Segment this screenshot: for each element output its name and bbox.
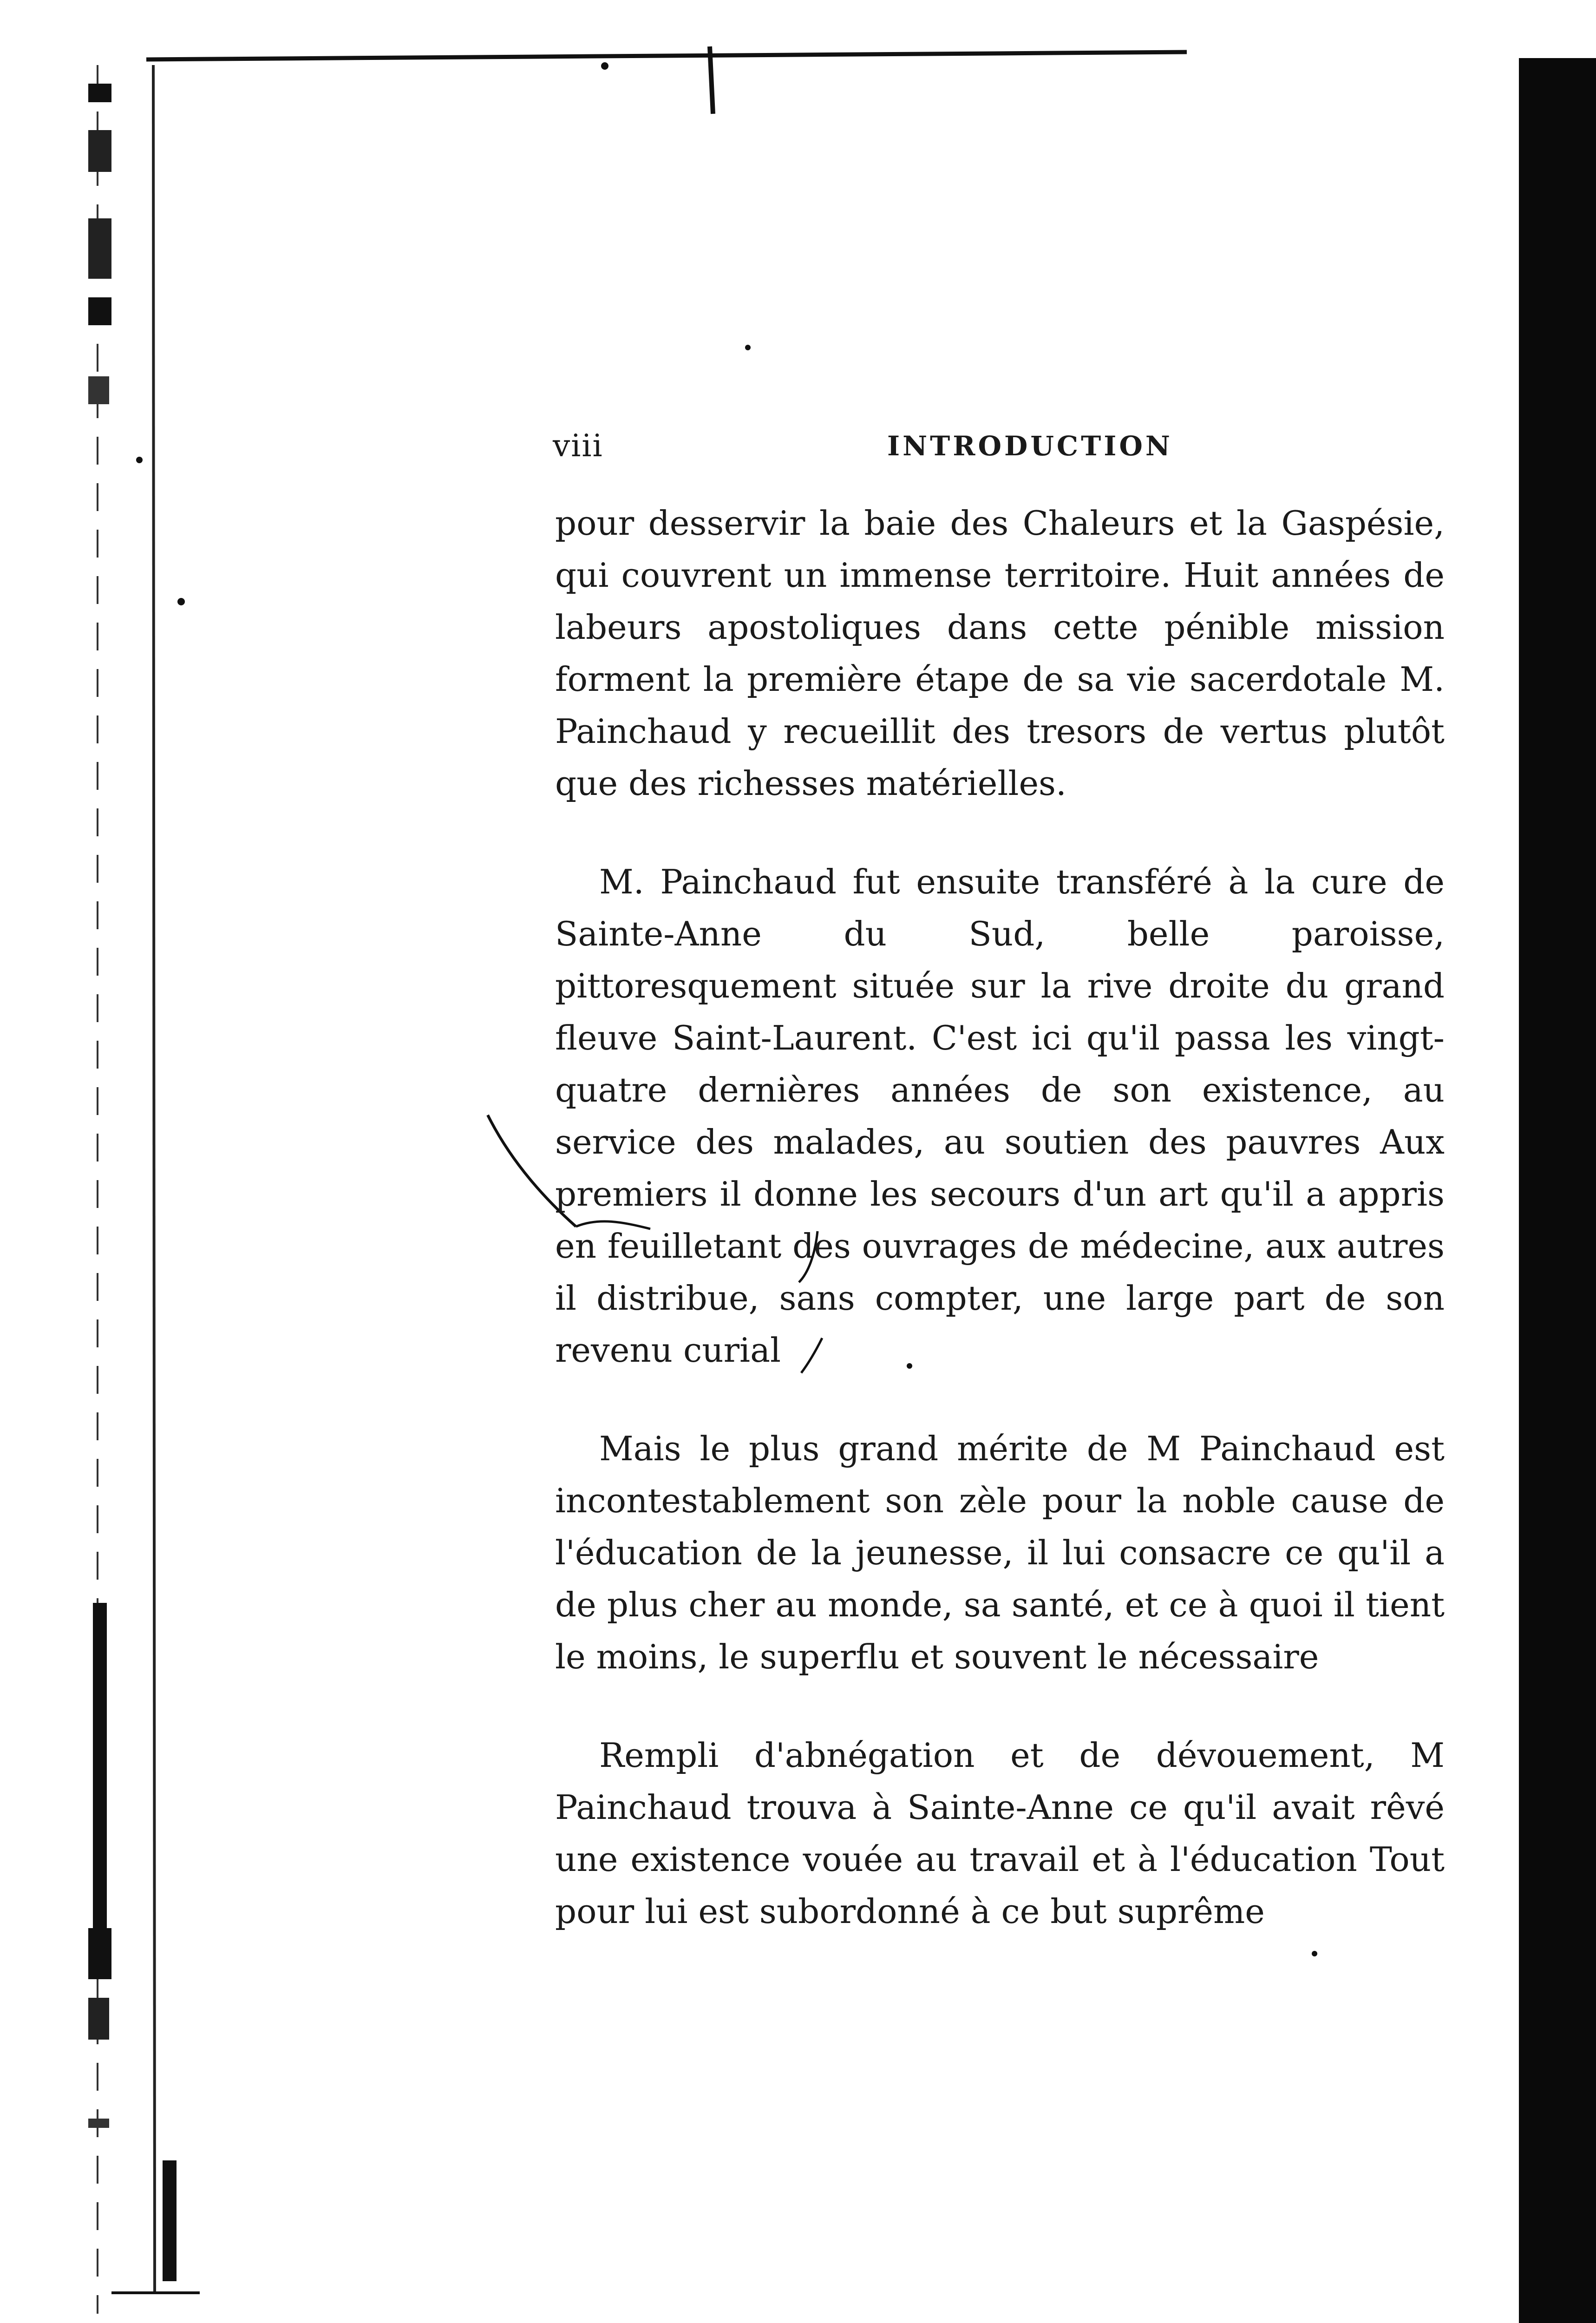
- binding-mark: [163, 2160, 177, 2281]
- paragraph-3: Mais le plus grand mérite de M Painchaud est incontestablement son zèle pour la noble cause de l'éducation de la jeunesse, il lui consacre ce qu'il a de plus cher au monde, sa santé, et ce à quoi il tient le moins, le superflu et souvent le nécessaire: [555, 1429, 1445, 1676]
- page-number: viii: [553, 428, 603, 464]
- speck: [136, 457, 143, 463]
- binding-mark: [88, 1928, 111, 1979]
- speck: [745, 345, 751, 350]
- running-head: [553, 425, 1440, 467]
- speck: [177, 598, 185, 605]
- running-title: INTRODUCTION: [887, 430, 1173, 462]
- binding-mark: [88, 130, 111, 172]
- speck: [1312, 1951, 1317, 1956]
- top-rule: [146, 52, 1187, 59]
- binding-mark: [88, 218, 111, 279]
- binding-mark: [88, 84, 111, 102]
- body-text: [555, 497, 1445, 1937]
- right-edge-band: [1519, 58, 1596, 2323]
- binding-mark: [88, 2119, 109, 2128]
- binding-mark: [88, 1998, 109, 2040]
- speck: [601, 62, 608, 70]
- binding-mark: [88, 376, 109, 404]
- paragraph-1: pour desservir la baie des Chaleurs et la Gaspésie, qui couvrent un immense territoire. Huit années de labeurs apostoliques dans cette pénible mission forment la première étape de sa vie sacerdotale M. Painchaud y recueillit des tresors de vertus plutôt que des richesses matérielles.: [555, 504, 1445, 803]
- paragraph-2: M. Painchaud fut ensuite transféré à la cure de Sainte-Anne du Sud, belle paroisse, pittoresquement située sur la rive droite du grand fleuve Saint-Laurent. C'est ici qu'il passa les vingt-quatre dernières années de son existence, au service des malades, au soutien des pauvres Aux premiers il donne les secours d'un art qu'il a appris en feuilletant des ouvrages de médecine, aux autres il distribue, sans compter, une large part de son revenu curial: [555, 862, 1445, 1370]
- binding-mark: [93, 1603, 107, 1956]
- paragraph-4: Rempli d'abnégation et de dévouement, M Painchaud trouva à Sainte-Anne ce qu'il avait rêvé une existence vouée au travail et à l'éducation Tout pour lui est subordonné à ce but suprême: [555, 1736, 1445, 1931]
- top-rule-tick: [710, 46, 713, 114]
- left-margin-line: [153, 65, 155, 2293]
- binding-mark: [88, 297, 111, 325]
